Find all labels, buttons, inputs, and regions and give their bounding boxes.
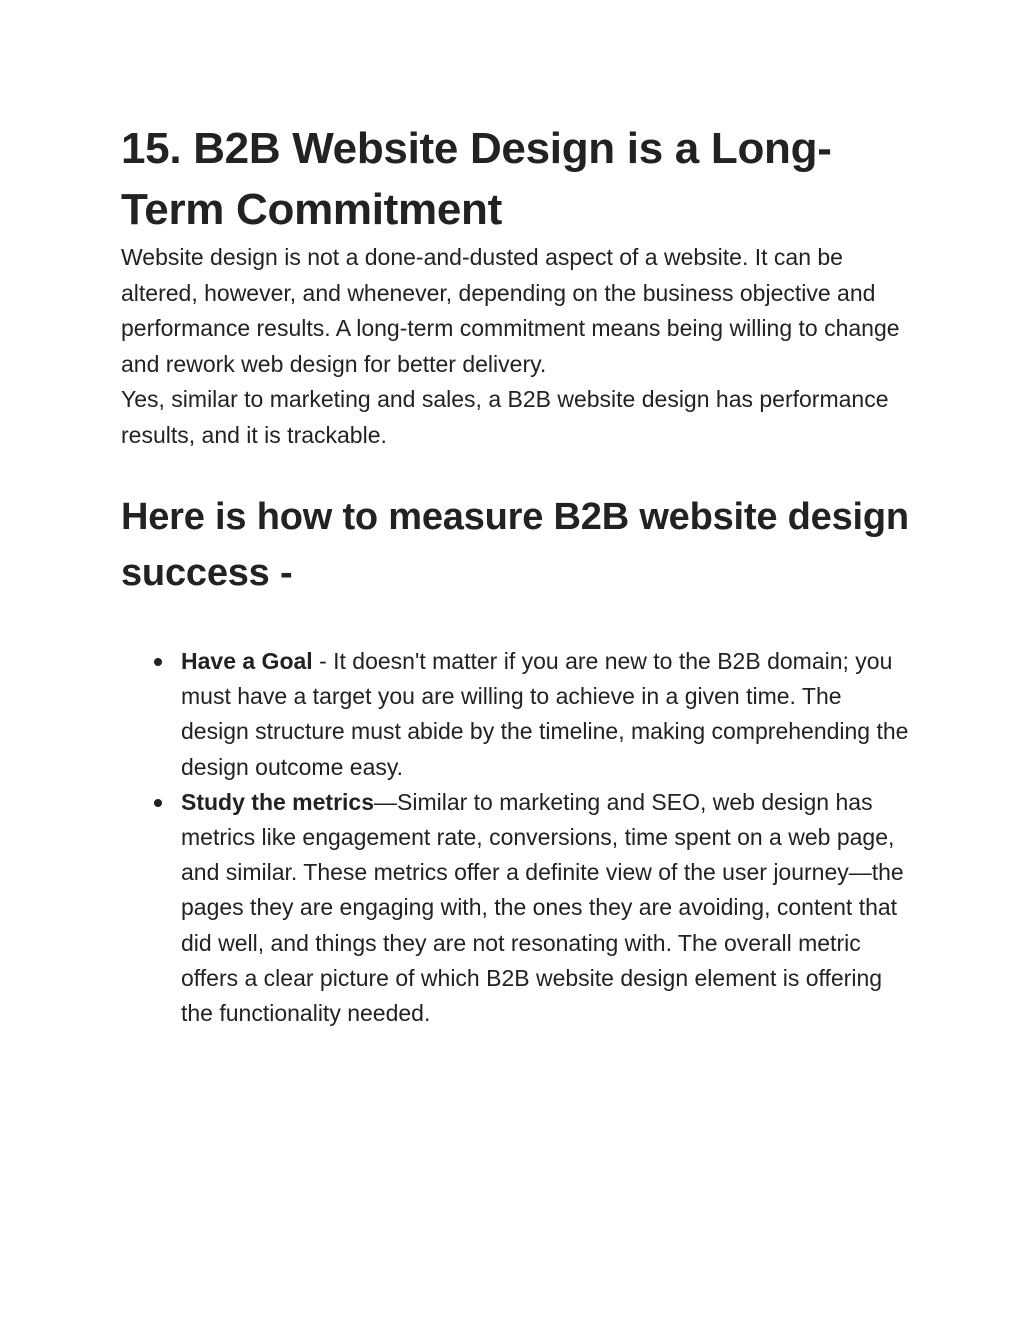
paragraph-intro: Website design is not a done-and-dusted aspect of a website. It can be altered, however, and whenever, depending on the business objective and performance results. A long-term commitment means being willing to change and rework web design for better delivery. — [121, 244, 900, 377]
subheading: Here is how to measure B2B website design success - — [121, 496, 909, 594]
document-content — [121, 118, 911, 1031]
bullet-dot-icon — [154, 658, 162, 666]
list-item-metrics — [121, 785, 911, 1031]
list-item-goal — [121, 644, 911, 785]
bullet-list — [121, 644, 911, 1031]
bullet-text: - It doesn't matter if you are new to the B2B domain; you must have a target you are willing to achieve in a given time. The design structure must abide by the timeline, making comprehending the design outcome easy. — [181, 648, 909, 780]
paragraph-performance: Yes, similar to marketing and sales, a B2B website design has performance results, and it is trackable. — [121, 386, 889, 448]
bullet-term: Have a Goal — [181, 648, 313, 674]
bullet-term: Study the metrics — [181, 788, 374, 815]
bullet-dot-icon — [154, 799, 162, 807]
bullet-text: —Similar to marketing and SEO, web design has metrics like engagement rate, conversions, time spent on a web page, and similar. These metrics offer a definite view of the user journey—the pages they are engaging with, the ones they are avoiding, content that did well, and things they are not resonating with. The overall metric offers a clear picture of which B2B website design element is offering the functionality needed. — [181, 788, 904, 1027]
section-heading: 15. B2B Website Design is a Long-Term Commitment — [121, 124, 832, 234]
